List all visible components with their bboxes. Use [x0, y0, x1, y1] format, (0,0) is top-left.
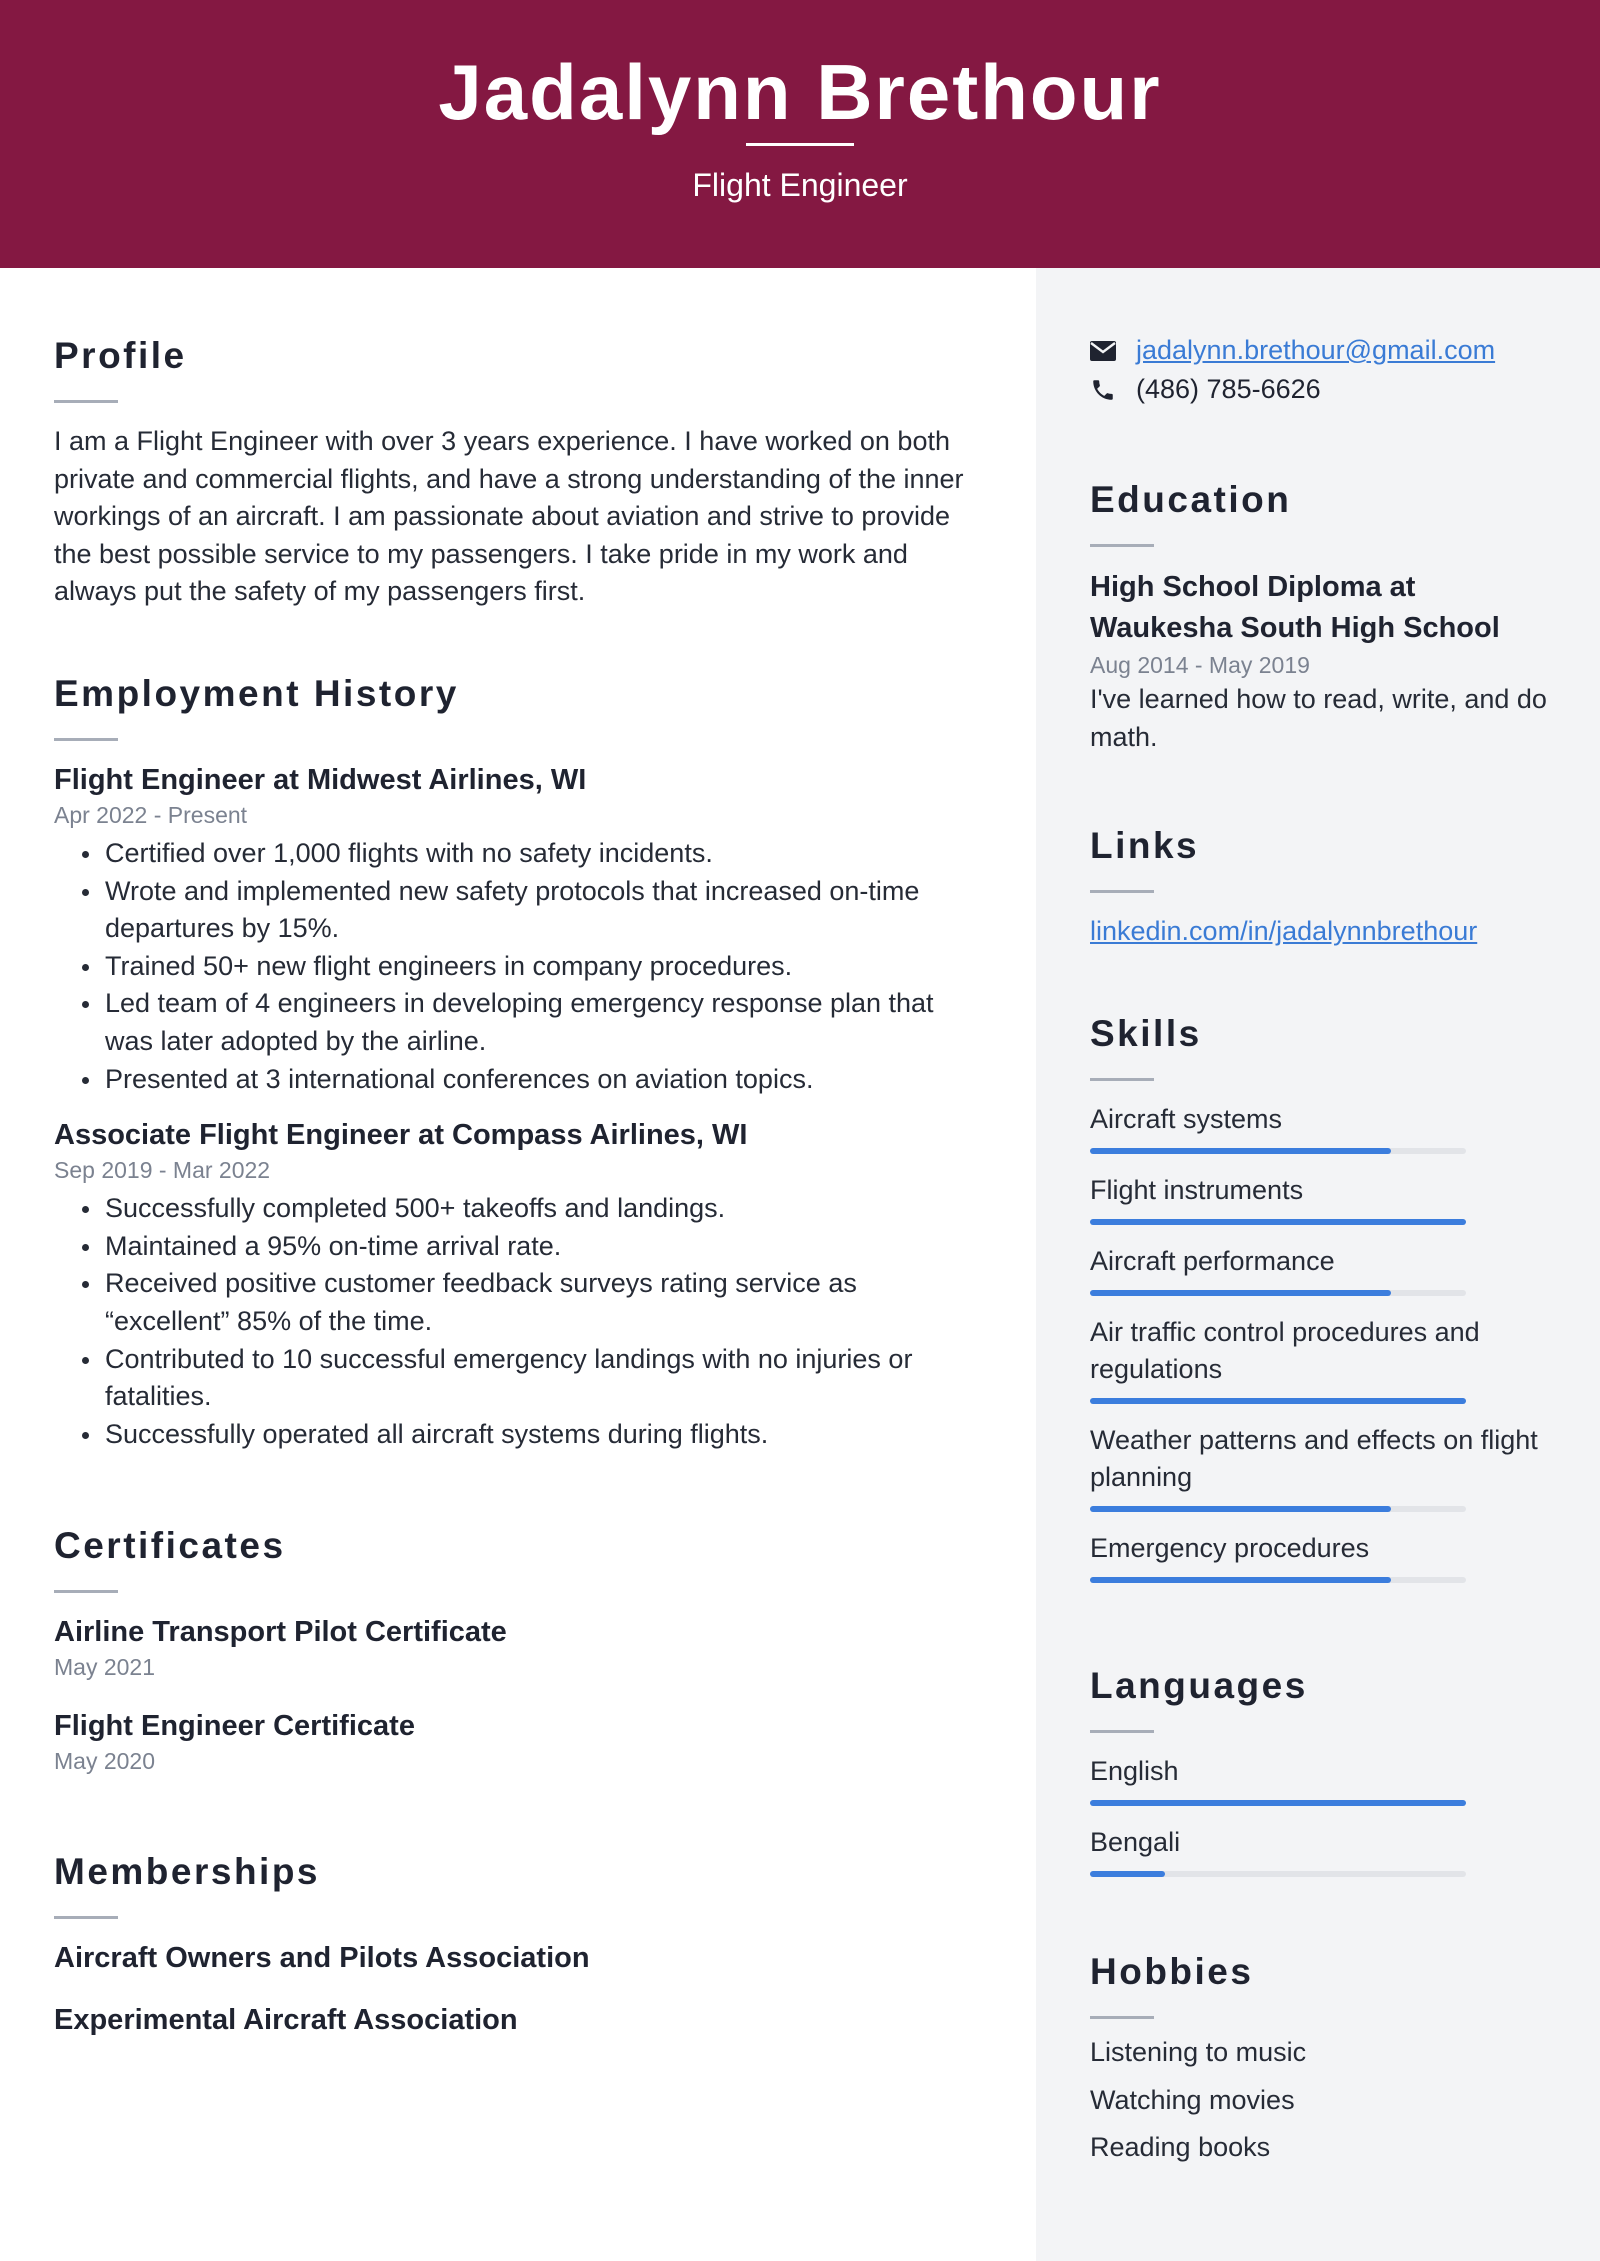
envelope-icon: [1090, 336, 1120, 366]
bullet-item: Wrote and implemented new safety protocols that increased on-time departures by 15%.: [54, 873, 984, 948]
profile-section: [54, 334, 984, 611]
resume-header: [0, 0, 1600, 268]
section-divider: [1090, 890, 1154, 893]
skill-level-bar: [1090, 1398, 1466, 1404]
email-link[interactable]: jadalynn.brethour@gmail.com: [1136, 335, 1496, 365]
languages-section: [1090, 1664, 1560, 1895]
skill-name: Air traffic control procedures and regulations: [1090, 1317, 1480, 1384]
skill-level-fill: [1090, 1148, 1391, 1154]
hobby-item: Reading books: [1090, 2132, 1271, 2162]
bullet-item: Received positive customer feedback surveys rating service as “excellent” 85% of the time.: [54, 1265, 984, 1340]
education-dates: Aug 2014 - May 2019: [1090, 652, 1310, 678]
education-description: I've learned how to read, write, and do math.: [1090, 684, 1547, 752]
job-dates: Apr 2022 - Present: [54, 802, 248, 828]
certificate-name: Flight Engineer Certificate: [54, 1710, 415, 1742]
bullet-item: Trained 50+ new flight engineers in company procedures.: [54, 948, 984, 986]
skill-name: Emergency procedures: [1090, 1533, 1370, 1563]
skill-name: Flight instruments: [1090, 1175, 1304, 1205]
section-title: Hobbies: [1090, 1951, 1254, 1992]
skill-level-bar: [1090, 1148, 1466, 1154]
certificate-date: May 2021: [54, 1654, 156, 1680]
job-heading: Flight Engineer at Midwest Airlines, WI: [54, 764, 587, 796]
bullet-item: Contributed to 10 successful emergency landings with no injuries or fatalities.: [54, 1341, 984, 1416]
language-level-fill: [1090, 1871, 1165, 1877]
section-title: Links: [1090, 825, 1200, 866]
phone-row: [1090, 370, 1560, 409]
section-title: Employment History: [54, 673, 459, 714]
email-row: [1090, 331, 1560, 370]
person-name: Jadalynn Brethour: [438, 48, 1162, 136]
bullet-item: Successfully completed 500+ takeoffs and landings.: [54, 1190, 984, 1228]
language-name: English: [1090, 1756, 1179, 1786]
bullet-item: Presented at 3 international conferences on aviation topics.: [54, 1061, 984, 1099]
job-entry: [54, 1116, 984, 1453]
section-divider: [54, 1590, 118, 1593]
hobby-item: Listening to music: [1090, 2037, 1307, 2067]
languages-list: [1090, 1753, 1560, 1877]
skill-level-bar: [1090, 1219, 1466, 1225]
bullet-item: Successfully operated all aircraft systems during flights.: [54, 1416, 984, 1454]
certificate-entry: [54, 1613, 984, 1683]
memberships-section: [54, 1850, 984, 2039]
section-divider: [1090, 544, 1154, 547]
degree-title: High School Diploma at Waukesha South High School: [1090, 571, 1500, 644]
section-title: Education: [1090, 479, 1292, 520]
phone-number: (486) 785-6626: [1136, 374, 1321, 404]
section-title: Memberships: [54, 1851, 321, 1892]
skill-level-fill: [1090, 1290, 1391, 1296]
linkedin-link[interactable]: linkedin.com/in/jadalynnbrethour: [1090, 916, 1478, 946]
hobbies-section: [1090, 1950, 1560, 2172]
skills-list: [1090, 1101, 1560, 1583]
section-title: Skills: [1090, 1013, 1202, 1054]
section-divider: [54, 1916, 118, 1919]
section-divider: [54, 738, 118, 741]
job-title: Flight Engineer: [692, 167, 908, 203]
skill-name: Aircraft systems: [1090, 1104, 1283, 1134]
bullet-item: Certified over 1,000 flights with no safety incidents.: [54, 835, 984, 873]
language-level-bar: [1090, 1871, 1466, 1877]
section-title: Languages: [1090, 1665, 1308, 1706]
skill-level-bar: [1090, 1290, 1466, 1296]
employment-section: [54, 672, 984, 1453]
certificate-name: Airline Transport Pilot Certificate: [54, 1616, 507, 1648]
job-bullets: [54, 835, 984, 1098]
skill-name: Weather patterns and effects on flight planning: [1090, 1425, 1538, 1492]
section-divider: [1090, 1730, 1154, 1733]
bullet-item: Led team of 4 engineers in developing emergency response plan that was later adopted by the airline.: [54, 985, 984, 1060]
language-level-fill: [1090, 1800, 1466, 1806]
language-name: Bengali: [1090, 1827, 1181, 1857]
skill-level-fill: [1090, 1506, 1391, 1512]
skill-level-fill: [1090, 1577, 1391, 1583]
header-divider: [746, 143, 854, 146]
skills-section: [1090, 1012, 1560, 1601]
hobby-item: Watching movies: [1090, 2084, 1295, 2115]
job-bullets: [54, 1190, 984, 1453]
links-section: [1090, 824, 1560, 951]
skill-level-bar: [1090, 1506, 1466, 1512]
profile-text: I am a Flight Engineer with over 3 years experience. I have worked on both private and commercial flights, and have a strong understanding of the inner workings of an aircraft. I am passionate about aviation and strive to provide the best possible service to my passengers. I take pride in my work and always put the safety of my passengers first.: [54, 426, 964, 607]
section-divider: [54, 400, 118, 403]
job-dates: Sep 2019 - Mar 2022: [54, 1157, 271, 1184]
section-divider: [1090, 1078, 1154, 1081]
skill-name: Aircraft performance: [1090, 1246, 1335, 1276]
phone-icon: [1090, 375, 1120, 405]
certificate-entry: [54, 1707, 984, 1777]
certificate-date: May 2020: [54, 1748, 156, 1774]
section-title: Profile: [54, 335, 187, 376]
section-title: Certificates: [54, 1525, 286, 1566]
education-section: [1090, 478, 1560, 756]
skill-level-fill: [1090, 1219, 1466, 1225]
skill-level-fill: [1090, 1398, 1466, 1404]
language-level-bar: [1090, 1800, 1466, 1806]
bullet-item: Maintained a 95% on-time arrival rate.: [54, 1228, 984, 1266]
contact-block: [1090, 331, 1560, 409]
section-divider: [1090, 2016, 1154, 2019]
membership-item: Experimental Aircraft Association: [54, 2004, 518, 2036]
membership-item: Aircraft Owners and Pilots Association: [54, 1942, 590, 1974]
job-heading: Associate Flight Engineer at Compass Airlines, WI: [54, 1119, 748, 1152]
job-entry: [54, 761, 984, 1098]
certificates-section: [54, 1524, 984, 1777]
skill-level-bar: [1090, 1577, 1466, 1583]
